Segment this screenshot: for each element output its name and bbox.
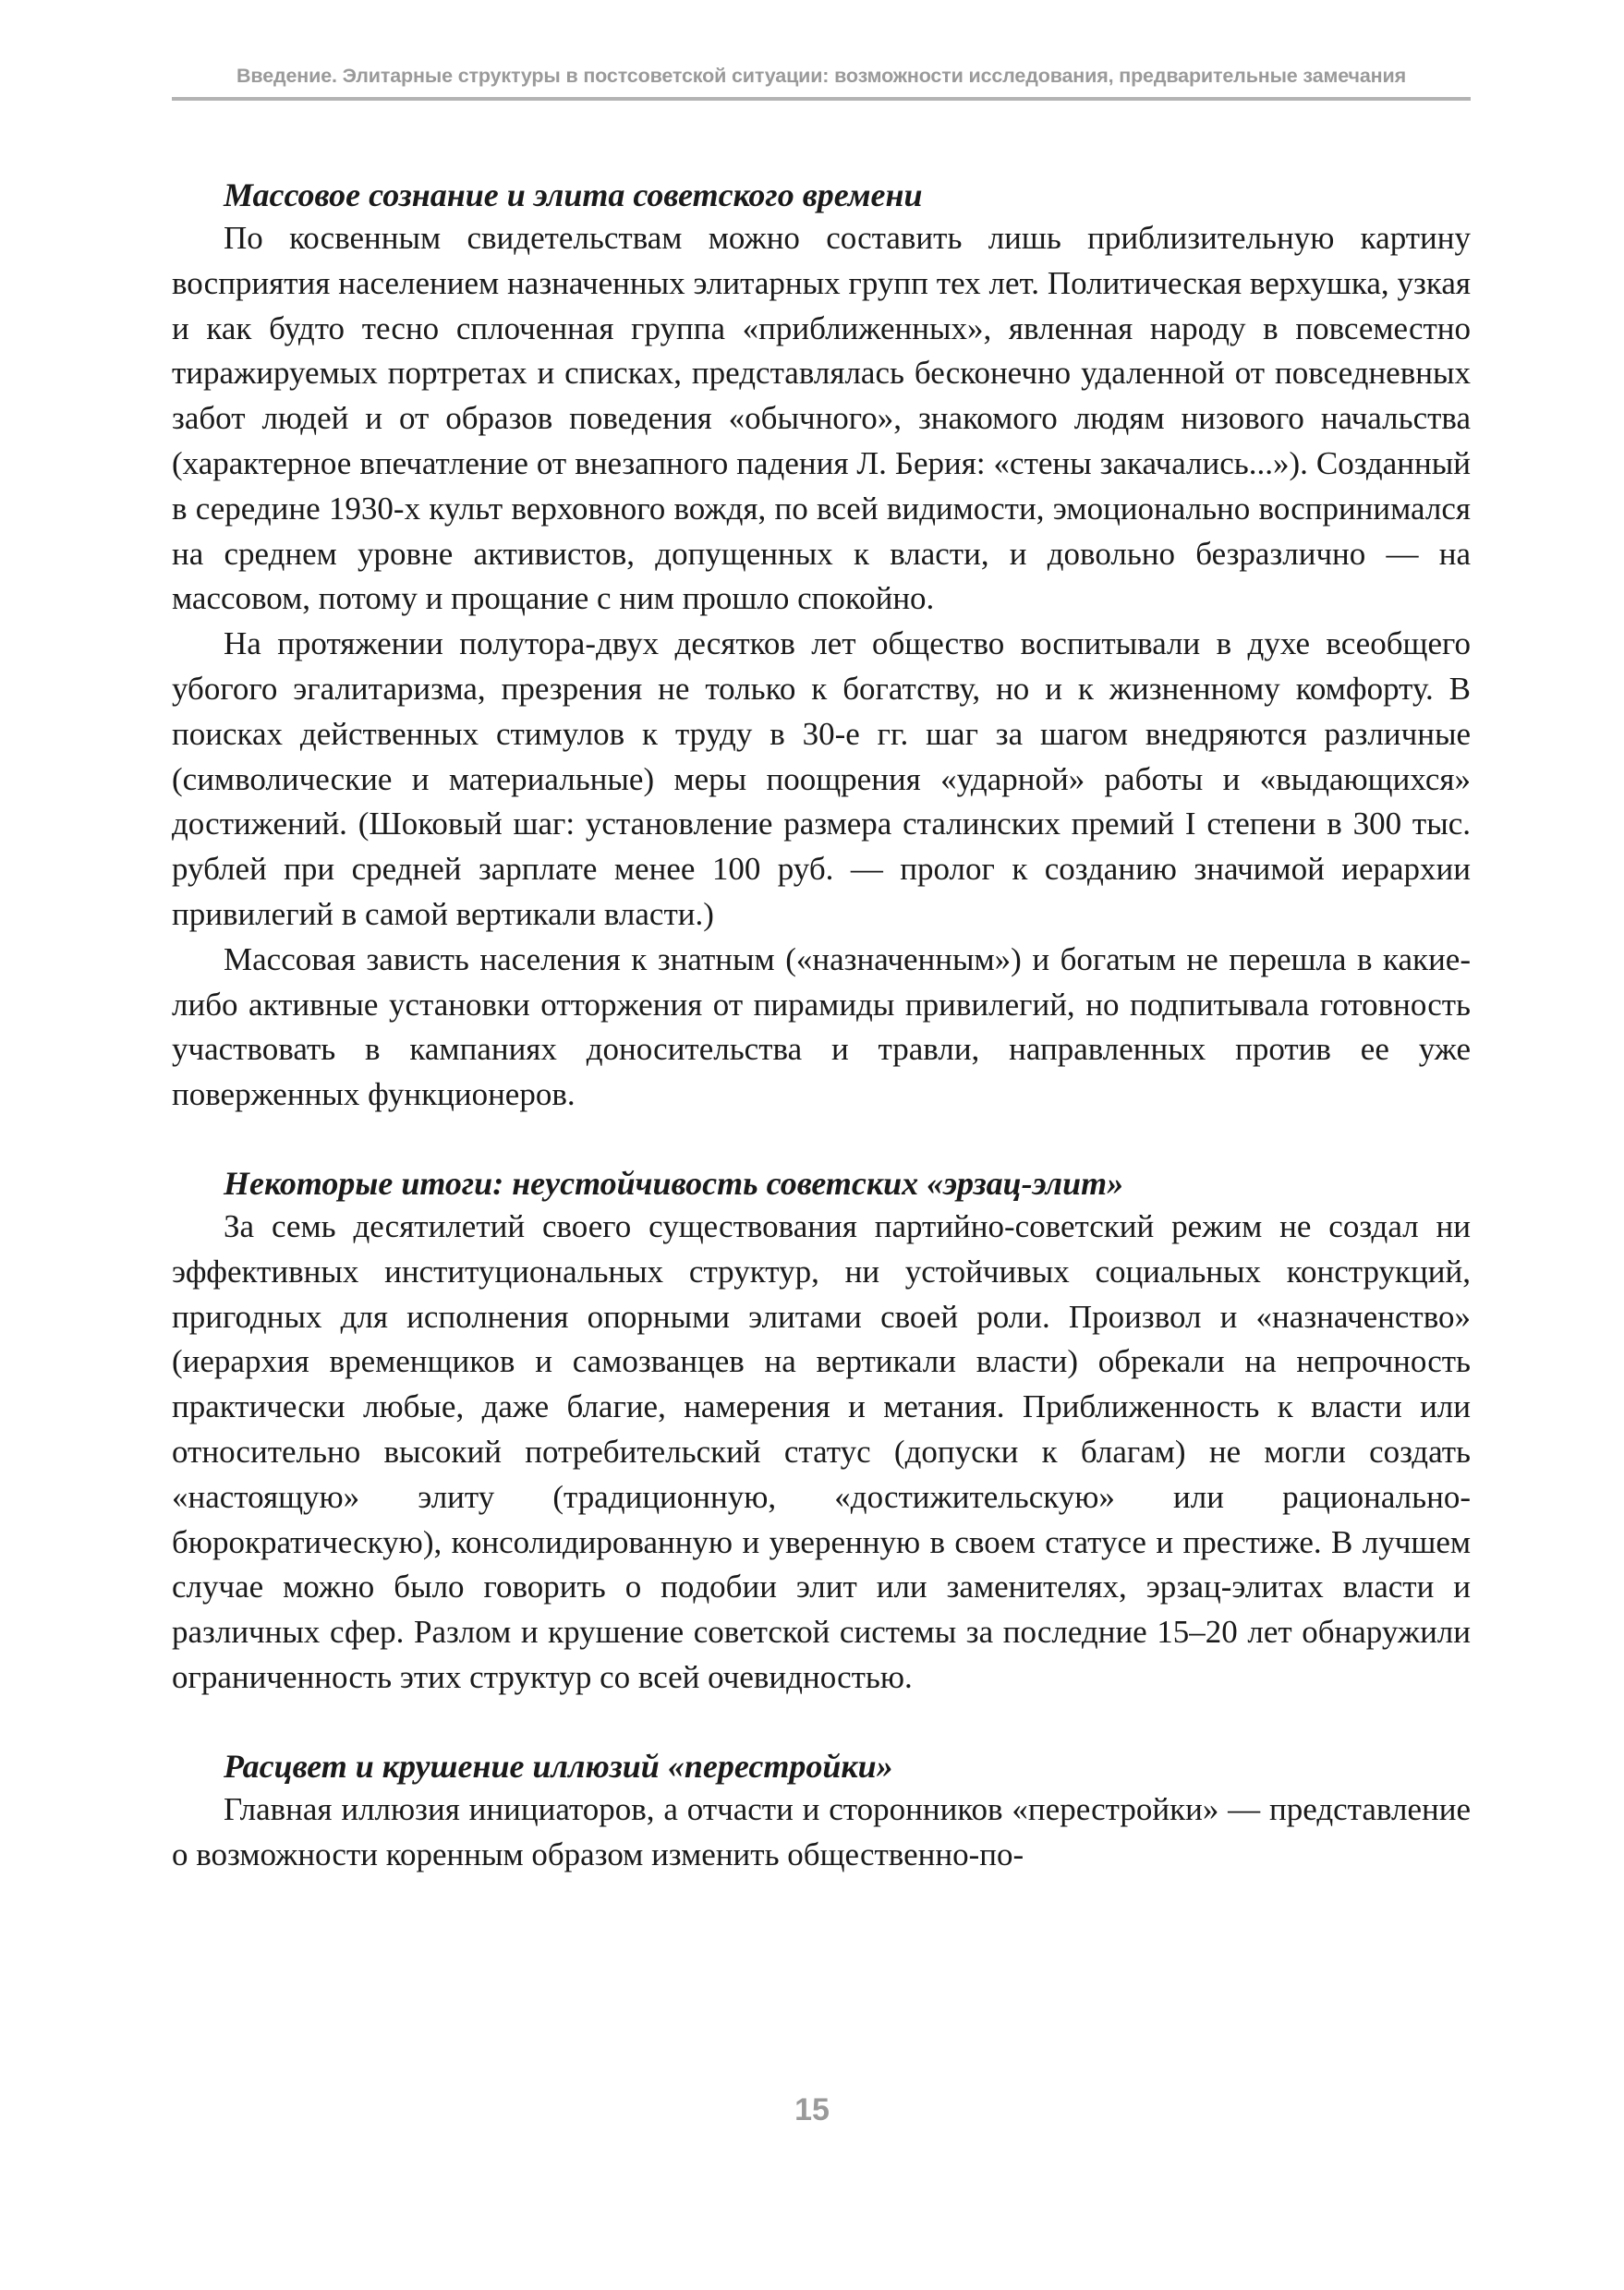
paragraph: Главная иллюзия инициаторов, а отчасти и сторонников «перестройки» — представление о возможности коренным образом изменить общественно-по- [172,1790,1471,1872]
paragraph: По косвенным свидетельствам можно составить лишь приблизительную картину восприятия населением назначенных элитарных групп тех лет. Политическая верхушка, узкая и как будто тесно сплоченная группа «приближенных», явленная народу в повсеместно тиражируемых портретах и списках, представлялась бесконечно удаленной от повседневных забот людей и от образов поведения «обычного», знакомого людям низового начальства (характерное впечатление от внезапного падения Л. Берия: «стены закачались...»). Созданный в середине 1930-х культ верховного вождя, по всей видимости, эмоционально воспринимался на среднем уровне активистов, допущенных к власти, и довольно безразлично — на массовом, потому и прощание с ним прошло спокойно. [172,220,1471,617]
page-body [172,174,1471,1877]
section-title: Массовое сознание и элита советского времени [224,176,923,213]
paragraph: На протяжении полутора-двух десятков лет общество воспитывали в духе всеобщего убогого эгалитаризма, презрения не только к богатству, но и к жизненному комфорту. В поисках действенных стимулов к труду в 30-е гг. шаг за шагом внедряются различные (символические и материальные) меры поощрения «ударной» работы и «выдающихся» достижений. (Шоковый шаг: установление размера сталинских премий I степени в 300 тыс. рублей при средней зарплате менее 100 руб. — пролог к созданию значимой иерархии привилегий в самой вертикали власти.) [172,625,1471,932]
paragraph: Массовая зависть населения к знатным («назначенным») и богатым не перешла в какие-либо активные установки отторжения от пирамиды привилегий, но подпитывала готовность участвовать в кампаниях доносительства и травли, направленных против ее уже поверженных функционеров. [172,940,1471,1113]
section-perestroika [172,1745,1471,1878]
section-title: Расцвет и крушение иллюзий «перестройки» [224,1747,893,1785]
section-some-results [172,1162,1471,1701]
paragraph: За семь десятилетий своего существования партийно-советский режим не создал ни эффективных институциональных структур, ни устойчивых социальных конструкций, пригодных для исполнения опорными элитами своей роли. Произвол и «назначенство» (иерархия временщиков и самозванцев на вертикали власти) обрекали на непрочность практически любые, даже благие, намерения и метания. Приближенность к власти или относительно высокий потребительский статус (допуски к благам) не могли создать «настоящую» элиту (традиционную, «достижительскую» или рационально-бюрократическую), консолидированную и уверенную в своем статусе и престиже. В лучшем случае можно было говорить о подобии элит или заменителях, эрзац-элитах власти и различных сфер. Разлом и крушение советской системы за последние 15–20 лет обнаружили ограниченность этих структур со всей очевидностью. [172,1207,1471,1695]
section-title: Некоторые итоги: неустойчивость советских «эрзац-элит» [224,1164,1124,1202]
section-mass-consciousness [172,174,1471,1118]
running-header: Введение. Элитарные структуры в постсоветской ситуации: возможности исследования, предварительные замечания [172,65,1471,101]
page-number: 15 [794,2092,830,2127]
